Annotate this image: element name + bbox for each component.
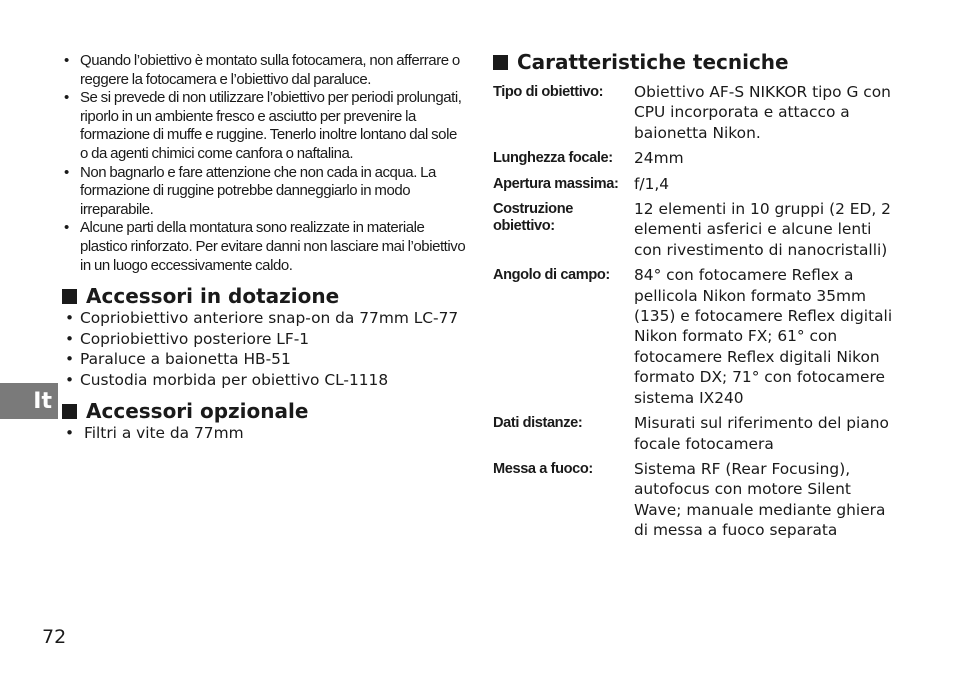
spec-value: Sistema RF (Rear Focusing), autofocus con motore Silent Wave; manuale mediante ghiera di messa a fuoco separata: [634, 459, 886, 540]
spec-label: Costruzione obiettivo:: [493, 201, 573, 235]
table-row: [493, 199, 893, 265]
section-square-icon: [493, 55, 508, 70]
specs-heading: [493, 50, 893, 74]
accessori-opzionale-list: [62, 423, 467, 444]
accessori-opzionale-title: Accessori opzionale: [86, 399, 309, 424]
table-row: [493, 82, 893, 148]
spec-label: Tipo di obiettivo:: [493, 84, 604, 100]
note-item: • Quando l’obiettivo è montato sulla fotocamera, non afferrare o reggere la fotocamera e l’obiettivo dal paraluce.: [62, 52, 467, 89]
spec-label: Messa a fuoco:: [493, 460, 593, 477]
left-column: [62, 52, 467, 444]
spec-label: Apertura massima:: [493, 175, 619, 192]
spec-value: f/1,4: [634, 174, 670, 193]
language-tab-label: It: [33, 388, 52, 414]
spec-value: 84° con fotocamere Reflex a pellicola Nikon formato 35mm (135) e fotocamere Reflex digitali Nikon formato FX; 61° con fotocamere Reflex digitali Nikon formato DX; 71° con fotocamere sistema IX240: [634, 266, 893, 407]
spec-value: 12 elementi in 10 gruppi (2 ED, 2 elementi asferici e alcune lenti con rivestimento di nanocristalli): [634, 200, 891, 259]
list-item: • Filtri a vite da 77mm: [62, 423, 467, 444]
note-item: • Non bagnarlo e fare attenzione che non cada in acqua. La formazione di ruggine potrebbe danneggiarlo in modo irreparabile.: [62, 164, 467, 220]
list-item: • Copriobiettivo anteriore snap-on da 77mm LC-77: [62, 308, 467, 329]
accessori-dotazione-title: Accessori in dotazione: [86, 284, 340, 309]
list-item: • Copriobiettivo posteriore LF-1: [62, 329, 467, 350]
spec-value: 24mm: [634, 149, 684, 168]
list-item: • Custodia morbida per obiettivo CL-1118: [62, 370, 467, 391]
specs-title: Caratteristiche tecniche: [517, 50, 789, 74]
page-number: 72: [42, 626, 67, 648]
table-row: [493, 148, 893, 173]
note-item: • Alcune parti della montatura sono realizzate in materiale plastico rinforzato. Per evitare danni non lasciare mai l’obiettivo in un luogo eccessivamente caldo.: [62, 219, 467, 275]
section-square-icon: [62, 404, 77, 419]
list-item: • Paraluce a baionetta HB-51: [62, 349, 467, 370]
note-item: • Se si prevede di non utilizzare l’obiettivo per periodi prolungati, riporlo in un ambiente fresco e asciutto per prevenire la formazione di muffe e ruggine. Tenerlo inoltre lontano dal sole o da agenti chimici come canfora o naftalina.: [62, 89, 467, 163]
usage-notes-list: [62, 52, 467, 275]
table-row: [493, 459, 893, 546]
accessori-opzionale-heading: [62, 399, 467, 423]
specs-table: [493, 82, 893, 546]
spec-label: Lunghezza focale:: [493, 150, 613, 167]
table-row: [493, 413, 893, 459]
section-square-icon: [62, 289, 77, 304]
accessori-dotazione-list: [62, 308, 467, 390]
language-tab: [0, 383, 58, 419]
spec-value: Obiettivo AF-S NIKKOR tipo G con CPU incorporata e attacco a baionetta Nikon.: [634, 83, 891, 142]
spec-label: Dati distanze:: [493, 415, 583, 432]
accessori-dotazione-heading: [62, 284, 467, 308]
spec-label: Angolo di campo:: [493, 267, 610, 284]
spec-value: Misurati sul riferimento del piano focale fotocamera: [634, 414, 889, 453]
table-row: [493, 265, 893, 413]
table-row: [493, 174, 893, 199]
right-column: [493, 50, 893, 546]
